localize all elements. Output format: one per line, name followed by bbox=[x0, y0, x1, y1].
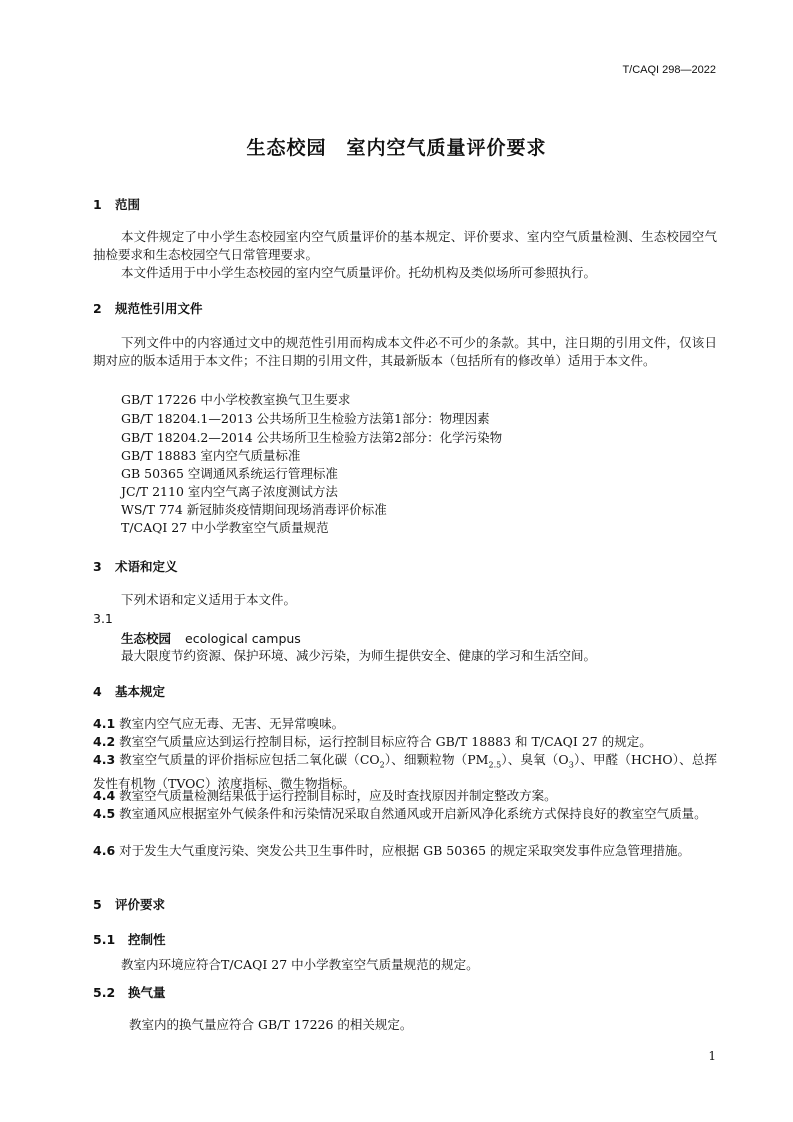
term-chinese: 生态校园 bbox=[121, 631, 172, 646]
section-title: 规范性引用文件 bbox=[115, 301, 203, 316]
section-5-heading bbox=[93, 895, 165, 913]
page-title: 生态校园 室内空气质量评价要求 bbox=[246, 137, 547, 159]
subscript: 3 bbox=[568, 760, 574, 770]
reference-item: GB/T 18883 室内空气质量标准 bbox=[121, 448, 301, 463]
reference-item: GB/T 18204.1—2013 公共场所卫生检验方法第1部分：物理因素 bbox=[121, 411, 490, 426]
section-2-heading bbox=[93, 299, 203, 317]
section-number: 2 bbox=[93, 301, 102, 316]
clause-text-part: ）、臭氧（O bbox=[501, 752, 569, 767]
clause-number: 4.1 bbox=[93, 716, 116, 731]
clause-text-part: ）、甲醛（HCHO）、总挥发性有机物（TVOC）浓度指标、微生物指标。 bbox=[93, 752, 717, 791]
clause-text: 教室内空气应无毒、无害、无异常嗅味。 bbox=[119, 716, 345, 731]
section-4-heading bbox=[93, 682, 165, 700]
subscript: 2 bbox=[379, 760, 385, 770]
clause-text-part: ）、细颗粒物（PM bbox=[384, 752, 489, 767]
term-entry bbox=[121, 629, 301, 647]
section-2-paragraph-1: 下列文件中的内容通过文中的规范性引用而构成本文件必不可少的条款。其中，注日期的引用文件，仅该日期对应的版本适用于本文件；不注日期的引用文件，其最新版本（包括所有的修改单）适用于本文件。 bbox=[93, 335, 717, 368]
term-english: ecological campus bbox=[185, 631, 301, 646]
section-title: 范围 bbox=[115, 197, 141, 212]
clause-number: 4.6 bbox=[93, 843, 116, 858]
clause-item bbox=[93, 842, 717, 860]
subsection-5-1-text: 教室内环境应符合T/CAQI 27 中小学教室空气质量规范的规定。 bbox=[121, 957, 479, 972]
clause-item bbox=[93, 787, 717, 805]
clause-text: 教室通风应根据室外气候条件和污染情况采取自然通风或开启新风净化系统方式保持良好的教室空气质量。 bbox=[119, 806, 707, 821]
subsection-title: 控制性 bbox=[128, 932, 166, 947]
reference-item: JC/T 2110 室内空气离子浓度测试方法 bbox=[121, 484, 338, 499]
term-number: 3.1 bbox=[93, 611, 113, 626]
section-1-heading bbox=[93, 195, 140, 213]
clause-text bbox=[93, 752, 717, 791]
document-code: T/CAQI 298—2022 bbox=[622, 64, 716, 76]
section-number: 5 bbox=[93, 897, 102, 912]
clause-text: 教室空气质量应达到运行控制目标，运行控制目标应符合 GB/T 18883 和 T/CAQI 27 的规定。 bbox=[119, 734, 652, 749]
subscript: 2.5 bbox=[488, 760, 502, 770]
clause-number: 4.5 bbox=[93, 806, 116, 821]
subsection-5-2-heading bbox=[93, 983, 166, 1001]
section-3-paragraph-1: 下列术语和定义适用于本文件。 bbox=[121, 592, 297, 607]
subsection-title: 换气量 bbox=[128, 985, 166, 1000]
reference-item: GB/T 17226 中小学校教室换气卫生要求 bbox=[121, 392, 351, 407]
clause-item bbox=[93, 733, 717, 751]
section-title: 术语和定义 bbox=[115, 559, 178, 574]
clause-item bbox=[93, 715, 717, 733]
subsection-5-1-heading bbox=[93, 930, 166, 948]
section-number: 4 bbox=[93, 684, 102, 699]
term-definition: 最大限度节约资源、保护环境、减少污染，为师生提供安全、健康的学习和生活空间。 bbox=[121, 648, 597, 663]
clause-number: 4.2 bbox=[93, 734, 116, 749]
section-3-heading bbox=[93, 557, 178, 575]
section-title: 评价要求 bbox=[115, 897, 166, 912]
reference-item: GB/T 18204.2—2014 公共场所卫生检验方法第2部分：化学污染物 bbox=[121, 430, 503, 445]
section-title: 基本规定 bbox=[115, 684, 166, 699]
clause-text-part: 教室空气质量的评价指标应包括二氧化碳（CO bbox=[119, 752, 380, 767]
section-number: 3 bbox=[93, 559, 102, 574]
clause-item bbox=[93, 805, 717, 823]
subsection-number: 5.2 bbox=[93, 985, 116, 1000]
section-1-paragraph-2: 本文件适用于中小学生态校园的室内空气质量评价。托幼机构及类似场所可参照执行。 bbox=[121, 265, 597, 280]
reference-item: WS/T 774 新冠肺炎疫情期间现场消毒评价标准 bbox=[121, 502, 387, 517]
clause-text: 对于发生大气重度污染、突发公共卫生事件时，应根据 GB 50365 的规定采取突发事件应急管理措施。 bbox=[119, 843, 690, 858]
section-number: 1 bbox=[93, 197, 102, 212]
subsection-5-2-text: 教室内的换气量应符合 GB/T 17226 的相关规定。 bbox=[129, 1017, 413, 1032]
subsection-number: 5.1 bbox=[93, 932, 116, 947]
reference-item: T/CAQI 27 中小学教室空气质量规范 bbox=[121, 520, 329, 535]
reference-item: GB 50365 空调通风系统运行管理标准 bbox=[121, 466, 338, 481]
clause-number: 4.3 bbox=[93, 752, 116, 767]
page-number: 1 bbox=[708, 1049, 716, 1063]
clause-number: 4.4 bbox=[93, 788, 116, 803]
section-1-paragraph-1: 本文件规定了中小学生态校园室内空气质量评价的基本规定、评价要求、室内空气质量检测、生态校园空气抽检要求和生态校园空气日常管理要求。 bbox=[93, 229, 717, 262]
clause-text: 教室空气质量检测结果低于运行控制目标时，应及时查找原因并制定整改方案。 bbox=[119, 788, 557, 803]
